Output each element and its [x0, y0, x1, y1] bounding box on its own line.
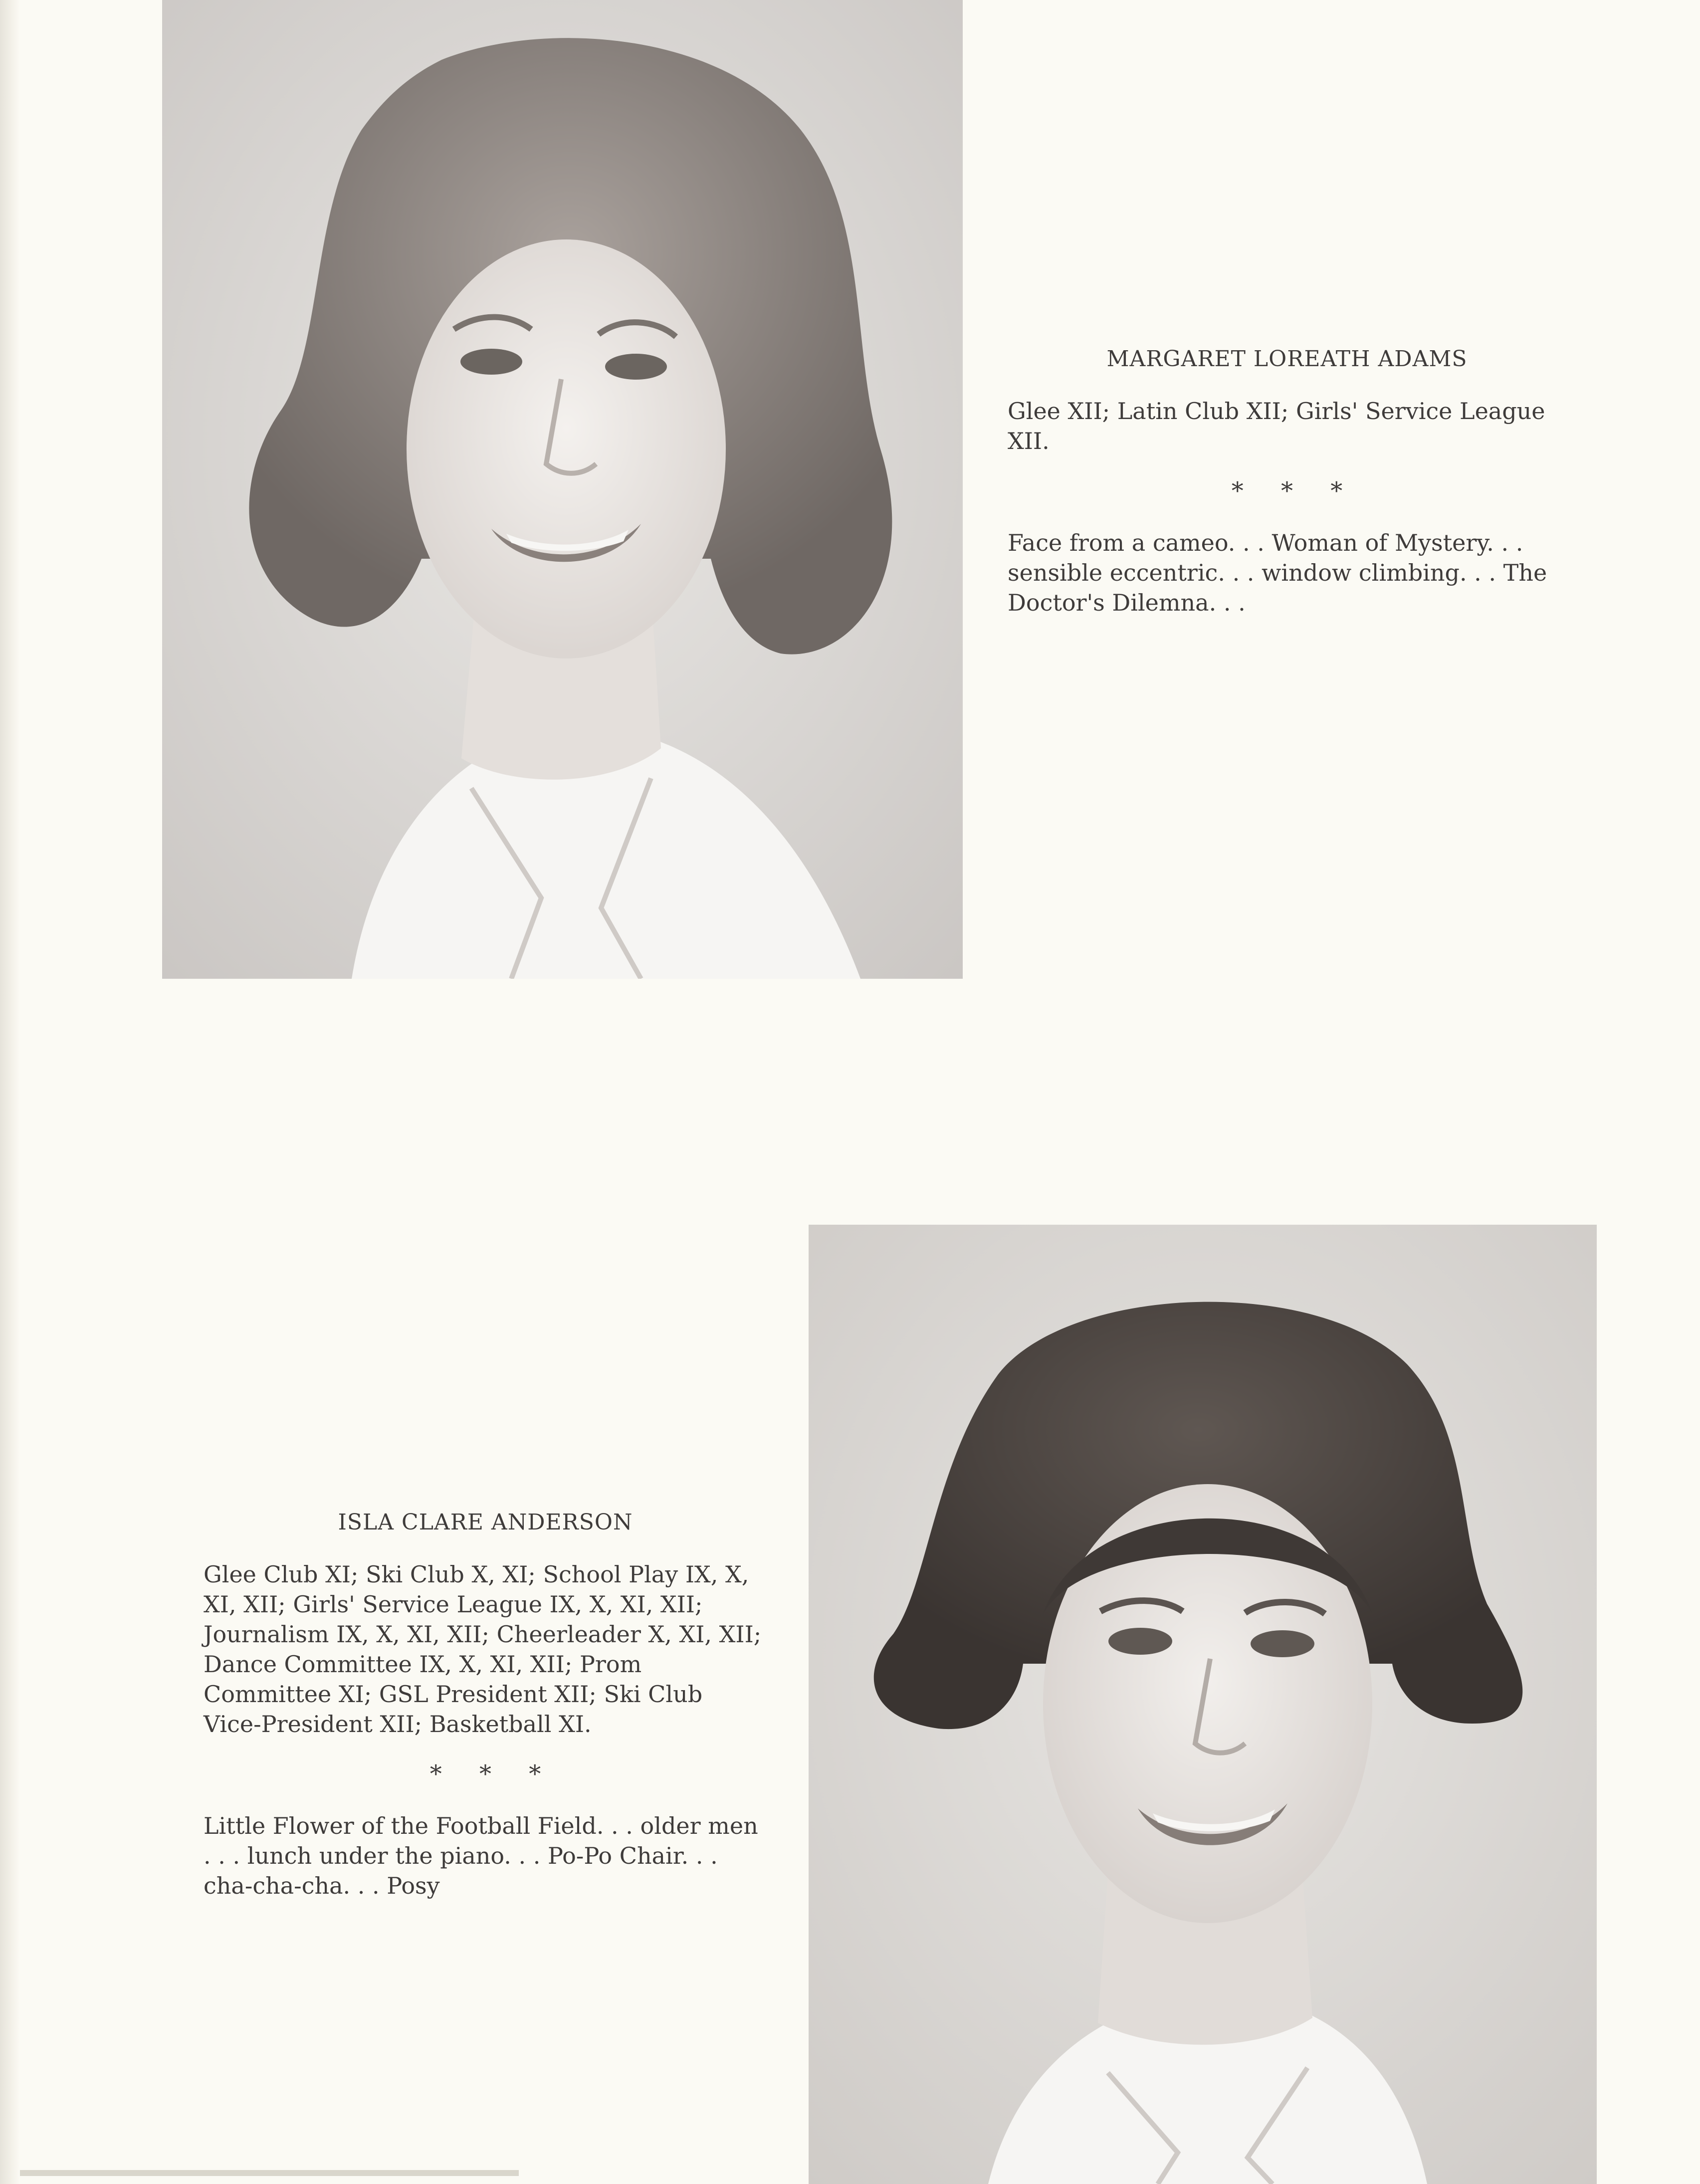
bio-block-adams	[1008, 344, 1566, 618]
separator-stars: * * *	[1231, 477, 1343, 505]
page-binding-edge	[0, 0, 20, 2184]
quip-text: Face from a cameo. . . Woman of Mystery. . . sensible eccentric. . . window climbing. . . The Doctor's Dilemna. . .	[1008, 529, 1547, 616]
quip-text: Little Flower of the Football Field. . . older men . . . lunch under the piano. . . Po-Po Chair. . . cha-cha-cha. . . Posy	[204, 1812, 758, 1899]
student-name: ISLA CLARE ANDERSON	[338, 1510, 633, 1535]
bio-block-anderson	[204, 1508, 767, 1901]
portrait-photo-anderson	[809, 1225, 1597, 2184]
activities-text: Glee XII; Latin Club XII; Girls' Service League XII.	[1008, 398, 1545, 454]
page-bottom-rule	[20, 2170, 519, 2176]
separator-stars: * * *	[429, 1760, 541, 1788]
portrait-photo-adams	[162, 0, 963, 979]
student-name: MARGARET LOREATH ADAMS	[1106, 346, 1468, 372]
activities-text: Glee Club XI; Ski Club X, XI; School Play IX, X, XI, XII; Girls' Service League IX, X, XI, XII; Journalism IX, X, XI, XII; Cheerleader X, XI, XII; Dance Committee IX, X, XI, XII; Prom Committee XI; GSL President XII; Ski Club Vice-President XII; Basketball XI.	[204, 1561, 762, 1738]
